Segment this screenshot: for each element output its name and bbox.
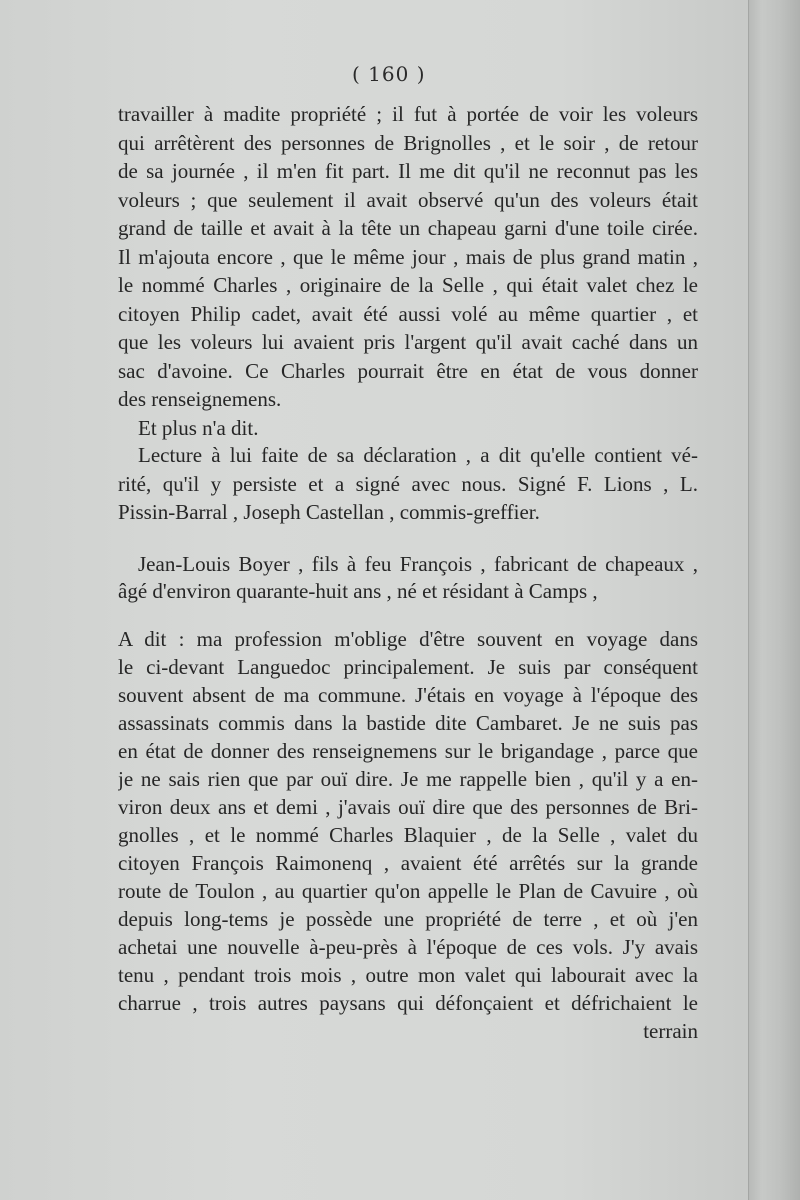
text-line: Jean-Louis Boyer , fils à feu François , fabricant de chapeaux , — [138, 552, 698, 576]
text-line: citoyen Philip cadet, avait été aussi volé au même quartier , et — [118, 302, 698, 326]
text-line: tenu , pendant trois mois , outre mon valet qui labourait avec la — [118, 963, 698, 987]
text-line: travailler à madite propriété ; il fut à portée de voir les voleurs — [118, 102, 698, 126]
text-line: achetai une nouvelle à-peu-près à l'époque de ces vols. J'y avais — [118, 935, 698, 959]
text-line: route de Toulon , au quartier qu'on appelle le Plan de Cavuire , où — [118, 879, 698, 903]
text-line: sac d'avoine. Ce Charles pourrait être en état de vous donner — [118, 359, 698, 383]
text-line: souvent absent de ma commune. J'étais en voyage à l'époque des — [118, 683, 698, 707]
text-line: rité, qu'il y persiste et a signé avec nous. Signé F. Lions , L. — [118, 472, 698, 496]
text-line: gnolles , et le nommé Charles Blaquier , de la Selle , valet du — [118, 823, 698, 847]
catchword: terrain — [643, 1019, 698, 1043]
text-line: de sa journée , il m'en fit part. Il me dit qu'il ne reconnut pas les — [118, 159, 698, 183]
text-line: Et plus n'a dit. — [138, 416, 259, 440]
text-line: Lecture à lui faite de sa déclaration , a dit qu'elle contient vé- — [138, 443, 698, 467]
text-line: viron deux ans et demi , j'avais ouï dire que des personnes de Bri- — [118, 795, 698, 819]
text-line: A dit : ma profession m'oblige d'être souvent en voyage dans — [118, 627, 698, 651]
text-line: grand de taille et avait à la tête un chapeau garni d'une toile cirée. — [118, 216, 698, 240]
text-line: que les voleurs lui avaient pris l'argent qu'il avait caché dans un — [118, 330, 698, 354]
text-line: Il m'ajouta encore , que le même jour , mais de plus grand matin , — [118, 245, 698, 269]
text-line: en état de donner des renseignemens sur le brigandage , parce que — [118, 739, 698, 763]
text-line: assassinats commis dans la bastide dite Cambaret. Je ne suis pas — [118, 711, 698, 735]
text-line: Pissin-Barral , Joseph Castellan , commis-greffier. — [118, 500, 540, 524]
text-line: depuis long-tems je possède une propriété de terre , et où j'en — [118, 907, 698, 931]
text-line: le ci-devant Languedoc principalement. Je suis par conséquent — [118, 655, 698, 679]
page-number: ( 160 ) — [352, 62, 426, 86]
text-line: le nommé Charles , originaire de la Selle , qui était valet chez le — [118, 273, 698, 297]
page-edge — [748, 0, 800, 1200]
text-line: citoyen François Raimonenq , avaient été arrêtés sur la grande — [118, 851, 698, 875]
text-line: âgé d'environ quarante-huit ans , né et résidant à Camps , — [118, 579, 598, 603]
text-line: je ne sais rien que par ouï dire. Je me rappelle bien , qu'il y a en- — [118, 767, 698, 791]
text-line: voleurs ; que seulement il avait observé qu'un des voleurs était — [118, 188, 698, 212]
text-line: des renseignemens. — [118, 387, 282, 411]
text-line: qui arrêtèrent des personnes de Brignolles , et le soir , de retour — [118, 131, 698, 155]
text-line: charrue , trois autres paysans qui défonçaient et défrichaient le — [118, 991, 698, 1015]
